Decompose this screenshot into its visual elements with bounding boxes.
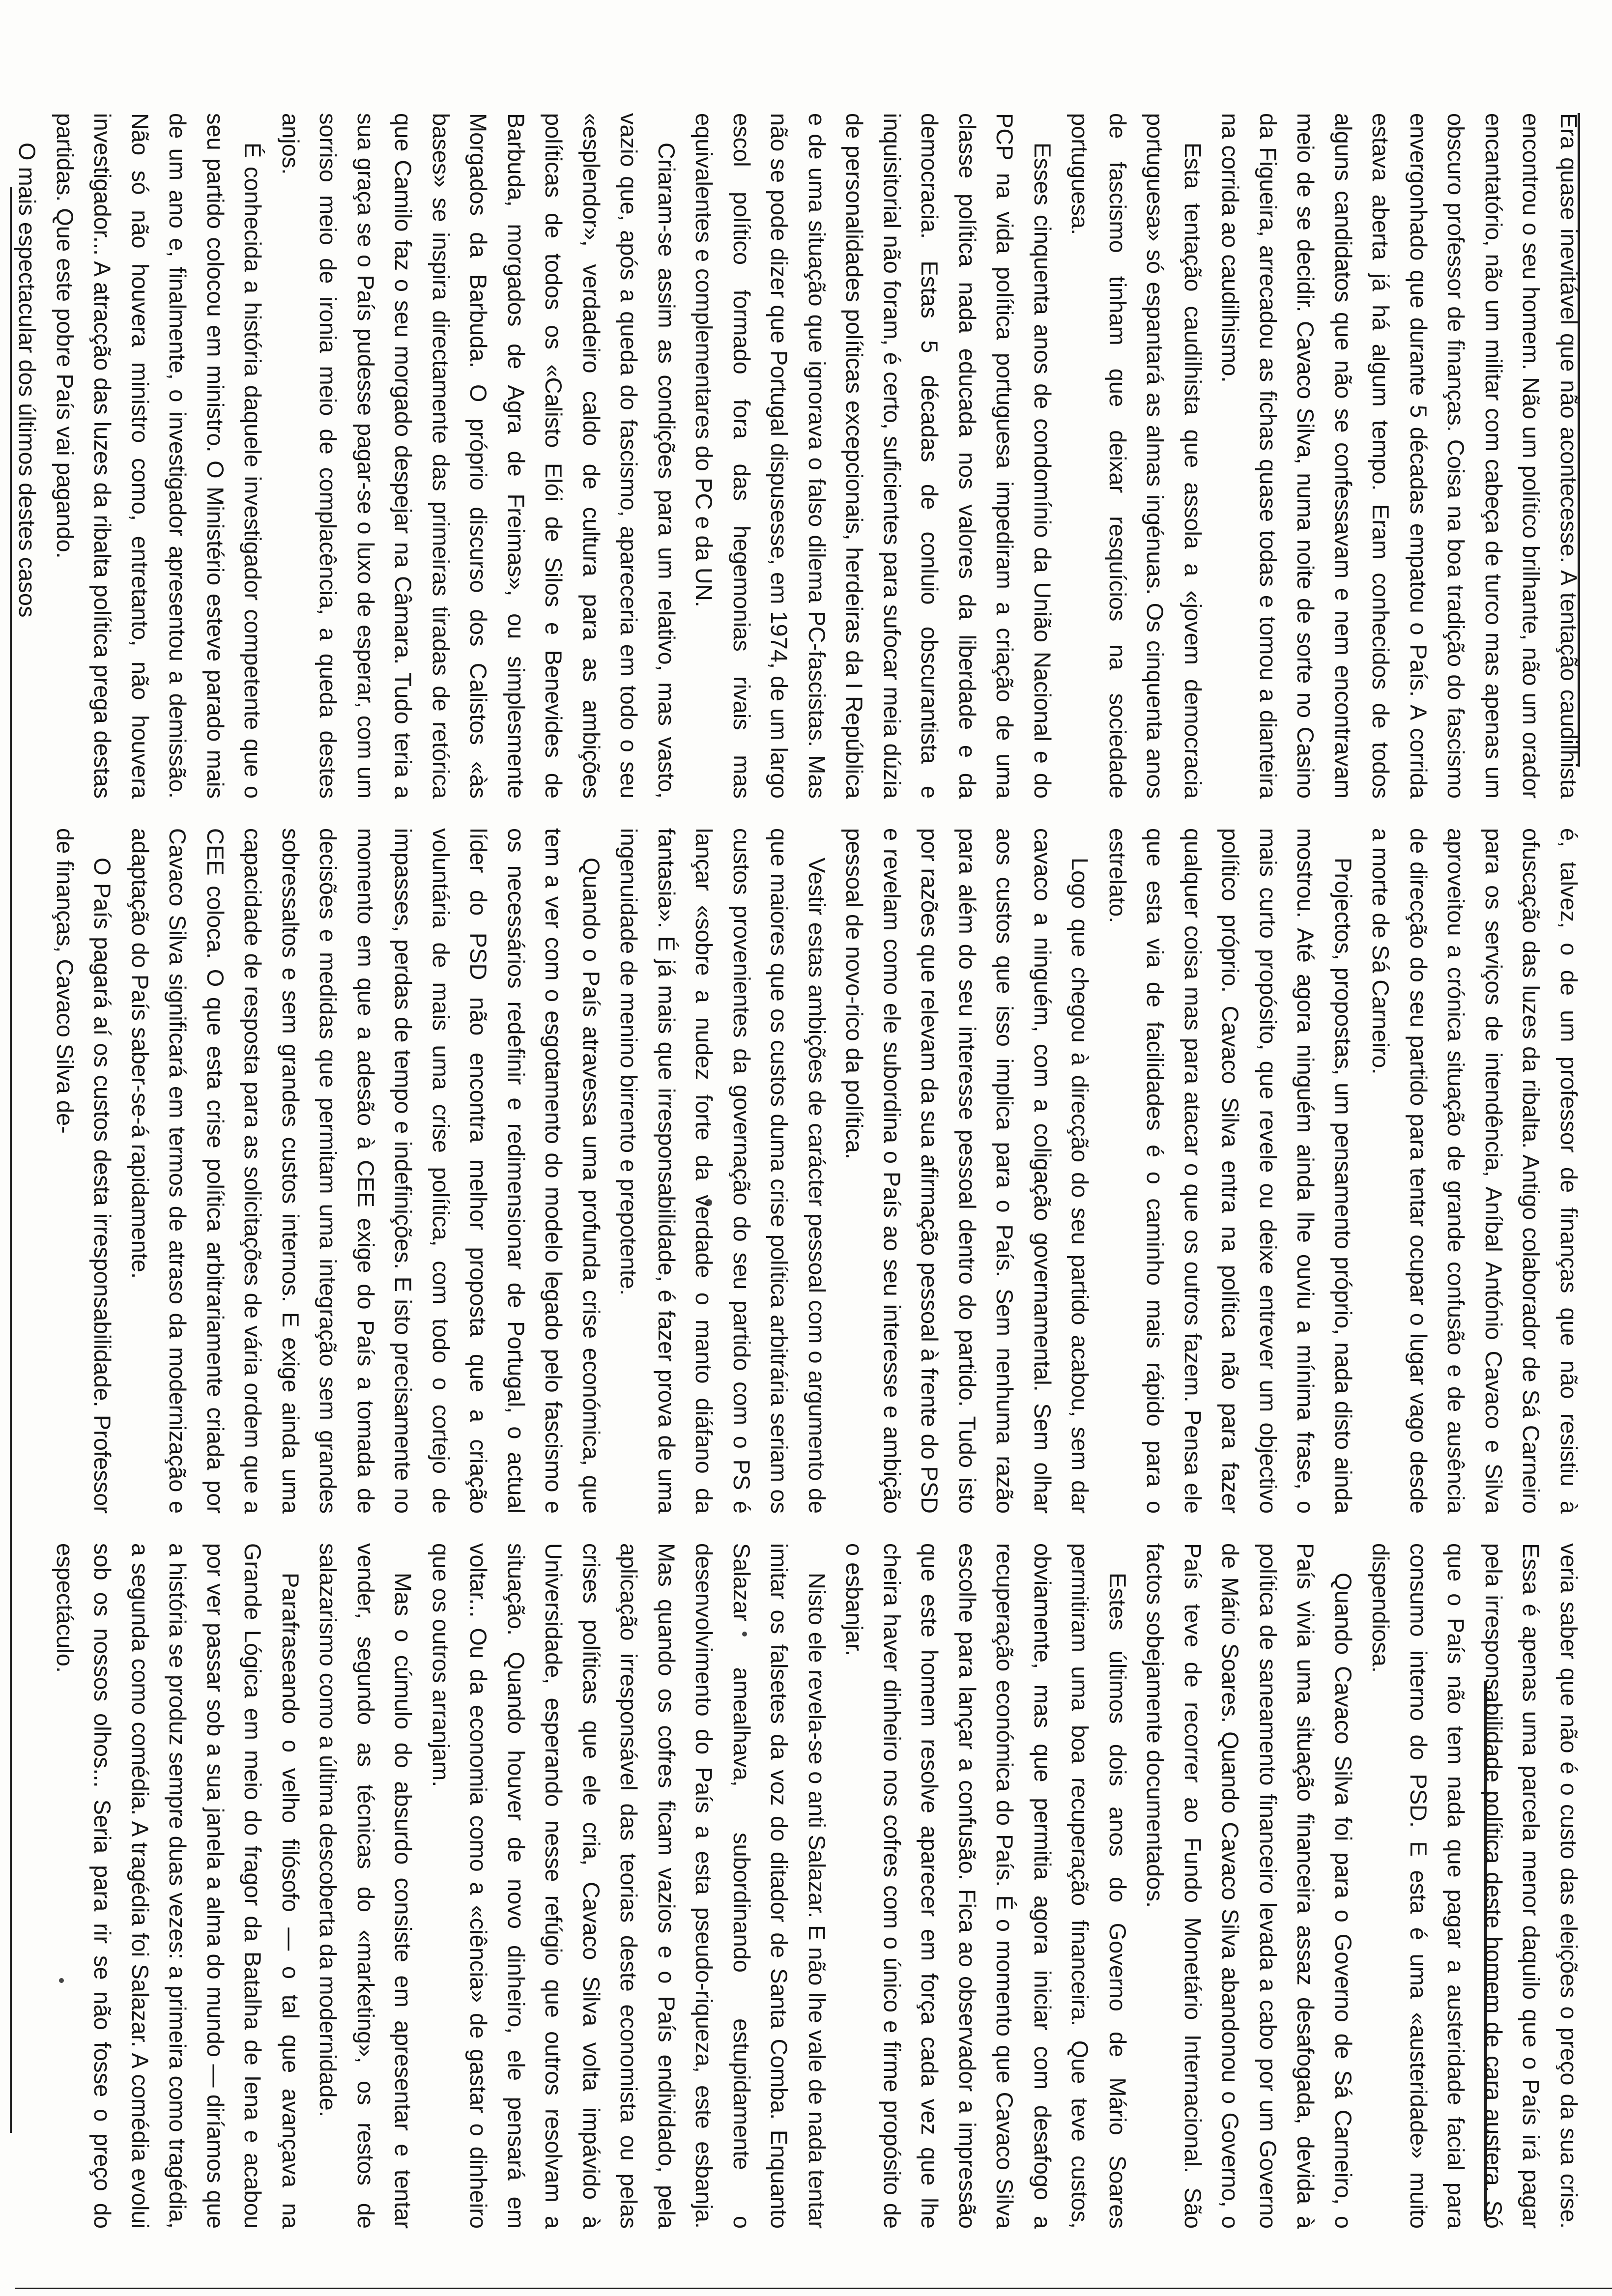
paragraph: Parafraseando o velho filósofo — o tal que avançava na Grande Lógica em meio do fragor da Batalha de Iena e acabou por ver passar sob a sua janela a alma do mundo — diríamos que a história se produz sempre duas vezes: a primeira como tragédia, a segunda como comédia. A tragédia foi Salazar. A comédia evolui sob os nossos olhos... Seria para rir se não fosse o preço do espectáculo. (52, 1543, 304, 2229)
paragraph: O mais espectacular dos últimos destes casos (14, 143, 41, 618)
bottom-border-line (15, 2288, 1612, 2289)
paragraph: Logo que chegou à direcção do seu partido acabou, sem dar cavaco a ninguém, com a coligação governamental. Sem olhar aos custos que isso implica para o País. Sem nenhuma razão para além do seu interesse pessoal dentro do partido. Tudo isto por razões que relevam da sua afirmação pessoal à frente do PSD e revelam como ele subordina o País ao seu interesse e ambição pessoal de novo-rico da política. (841, 828, 1094, 1514)
paragraph: Quando o País atravessa uma profunda crise económica, que tem a ver com o esgotamento do modelo legado pelo fascismo e os necessários redefinir e redimensionar de Portugal, o actual líder do PSD não encontra melhor proposta que a criação voluntária de mais uma crise política, com todo o cortejo de impasses, perdas de tempo e indefinições. E isto precisamente no momento em que a adesão à CEE exige do País a tomada de decisões e medidas que permitam uma integração sem grandes sobressaltos e sem grandes custos internos. E exige ainda uma capacidade de resposta para as solicitações de vária ordem que a CEE coloca. O que esta crise política arbitrariamente criada por Cavaco Silva significará em termos de atraso da modernização e adaptação do País saber-se-á rapidamente. (127, 828, 604, 1514)
paragraph: Mas o cúmulo do absurdo consiste em apresentar e tentar vender, segundo as técnicas do «marketing», os restos de salazarismo como a última descoberta da modernidade. (315, 1543, 417, 2229)
column-3 (54, 1543, 1587, 2229)
paragraph: Era quase inevitável que não acontecesse. A tentação caudilhista encontrou o seu homem. Não um político brilhante, não um orador encantatório, não um militar com cabeça de turco mas apenas um obscuro professor de finanças. Coisa na boa tradição do fascismo envergonhado que durante 5 décadas empatou o País. A corrida estava aberta já há algum tempo. Eram conhecidos de todos alguns candidatos que não se confessavam e nem encontravam meio de se decidir. Cavaco Silva, numa noite de sorte no Casino da Figueira, arrecadou as fichas quase todas e tomou a dianteira na corrida ao caudilhismo. (1217, 113, 1582, 799)
column-2 (54, 828, 1587, 1514)
paragraph: Esses cinquenta anos de condomínio da União Nacional e do PCP na vida política portuguesa impediram a criação de uma classe política nada educada nos valores da liberdade e da democracia. Estas 5 décadas de conluio obscurantista e inquisitorial não foram, é certo, suficientes para sufocar meia dúzia de personalidades políticas excepcionais, herdeiras da I República e de uma situação que ignorava o falso dilema PC-fascistas. Mas não se pode dizer que Portugal dispusesse, em 1974, de um largo escol político formado fora das hegemonias rivais mas equivalentes e complementares do PC e da UN. (691, 113, 1056, 799)
paragraph: O País pagará aí os custos desta irresponsabilidade. Professor de finanças, Cavaco Silva de- (52, 828, 116, 1514)
paragraph: Projectos, propostas, um pensamento próprio, nada disto ainda mostrou. Até agora ninguém ainda lhe ouviu a mínima frase, o mais curto propósito, que revele ou deixe entrever um objectivo político próprio. Cavaco Silva entra na política não para fazer qualquer coisa mas para atacar o que os outros fazem. Pensa ele que esta via de facilidades é o caminho mais rápido para o estrelato. (1105, 828, 1356, 1514)
article-columns (14, 113, 1587, 2231)
paragraph: é, talvez, o de um professor de finanças que não resistiu à ofuscação das luzes da ribalta. Antigo colaborador de Sá Carneiro para os serviços de intendência, Aníbal António Cavaco e Silva aproveitou a crónica situação de grande confusão e de ausência de direcção do seu partido para tentar ocupar o lugar vago desde a morte de Sá Carneiro. (1368, 828, 1582, 1514)
paragraph: Quando Cavaco Silva foi para o Governo de Sá Carneiro, o País vivia uma situação financeira assaz desafogada, devida à política de saneamento financeiro levada a cabo por um Governo de Mário Soares. Quando Cavaco Silva abandonou o Governo, o País teve de recorrer ao Fundo Monetário Internacional. São factos sobejamente documentados. (1142, 1543, 1356, 2229)
paragraph: Criaram-se assim as condições para um relativo, mas vasto, vazio que, após a queda do fascismo, apareceria em todo o seu «esplendor», verdadeiro caldo de cultura para as ambições políticas de todos os «Calisto Elói de Silos e Benevides de Barbuda, morgados de Agra de Freimas», ou simplesmente Morgados da Barbuda. O próprio discurso dos Calistos «às bases» se inspira directamente das primeiras tiradas de retórica que Camilo faz o seu morgado despejar na Câmara. Tudo teria a sua graça se o País pudesse pagar-se o luxo de esperar, com um sorriso meio de ironia meio de complacência, a queda destes anjos. (278, 113, 680, 799)
column-1 (14, 113, 1587, 799)
paragraph: Nisto ele revela-se o anti Salazar. E não lhe vale de nada tentar imitar os falsetes da voz do ditador de Santa Comba. Enquanto Salazar amealhava, subordinando estupidamente o desenvolvimento do País a esta pseudo-riqueza, este esbanja. Mas quando os cofres ficam vazios e o País endividado, pela aplicação irresponsável das teorias deste economista ou pelas crises políticas que ele cria, Cavaco Silva volta impávido à Universidade, esperando nesse refúgio que outros resolvam a situação. Quando houver de novo dinheiro, ele pensará em voltar... Ou da economia como a «ciência» de gastar o dinheiro que os outros arranjam. (428, 1543, 830, 2229)
paragraph: Estes últimos dois anos do Governo de Mário Soares permitiram uma boa recuperação financeira. Que teve custos, obviamente, mas que permitia agora iniciar com desafogo a recuperação económica do País. É o momento que Cavaco Silva escolhe para lançar a confusão. Fica ao observador a impressão que este homem resolve aparecer em força cada vez que lhe cheira haver dinheiro nos cofres com o único e firme propósito de o esbanjar. (841, 1543, 1131, 2229)
paragraph: Esta tentação caudilhista que assola a «jovem democracia portuguesa» só espantará as almas ingénuas. Os cinquenta anos de fascismo tinham que deixar resquícios na sociedade portuguesa. (1067, 113, 1206, 799)
paragraph: veria saber que não é o custo das eleições o preço da sua crise. Essa é apenas uma parcela menor daquilo que o País irá pagar pela irresponsabilidade política deste homem de cara austera. Só que o País não tem nada que pagar a austeridade facial para consumo interno do PSD. E esta é uma «austeridade» muito dispendiosa. (1368, 1543, 1582, 2229)
rotated-article (14, 113, 1587, 2231)
paragraph: Vestir estas ambições de carácter pessoal com o argumento de que maiores que os custos duma crise política arbitrária seriam os custos provenientes da governação do seu partido com o PS é lançar «sobre a nudez forte da verdade o manto diáfano da fantasia». É já mais que irresponsabilidade, é fazer prova de uma ingenuidade de menino birrento e prepotente. (616, 828, 830, 1514)
paragraph: É conhecida a história daquele investigador competente que o seu partido colocou em ministro. O Ministério esteve parado mais de um ano e, finalmente, o investigador apresentou a demissão. Não só não houvera ministro como, entretanto, não houvera investigador... A atracção das luzes da ribalta política prega destas partidas. Que este pobre País vai pagando. (52, 113, 266, 799)
